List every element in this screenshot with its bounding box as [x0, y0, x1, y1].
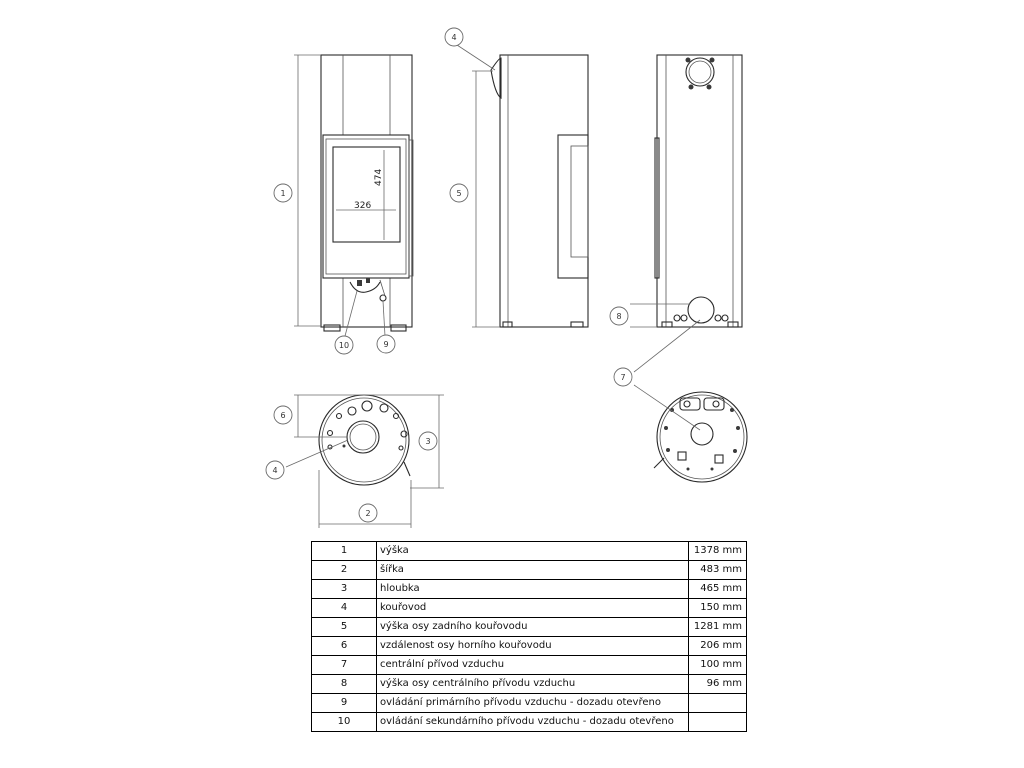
row-number: 7 [312, 656, 377, 675]
table-row [312, 637, 747, 656]
row-value: 150 mm [688, 599, 746, 618]
spec-table [311, 541, 747, 732]
row-label: ovládání sekundárního přívodu vzduchu - dozadu otevřeno [377, 713, 689, 732]
callout-7 [614, 368, 632, 386]
table-row [312, 694, 747, 713]
inner-width-dim: 326 [354, 201, 372, 211]
table-row [312, 561, 747, 580]
front-view [294, 55, 413, 336]
inner-height-dim: 474 [374, 168, 384, 186]
side-view [457, 45, 588, 327]
row-label: ovládání primárního přívodu vzduchu - dozadu otevřeno [377, 694, 689, 713]
row-label: výška [377, 542, 689, 561]
row-number: 4 [312, 599, 377, 618]
svg-text:3: 3 [425, 437, 431, 446]
row-number: 2 [312, 561, 377, 580]
row-value: 483 mm [688, 561, 746, 580]
svg-text:10: 10 [338, 341, 350, 350]
callout-8 [610, 307, 628, 325]
callout-4-top [266, 461, 284, 479]
svg-text:7: 7 [620, 373, 626, 382]
callout-4-side [445, 28, 463, 46]
svg-text:4: 4 [272, 466, 278, 475]
callout-9 [377, 335, 395, 353]
table-row [312, 580, 747, 599]
row-number: 3 [312, 580, 377, 599]
row-value: 96 mm [688, 675, 746, 694]
svg-text:4: 4 [451, 33, 457, 42]
row-value: 206 mm [688, 637, 746, 656]
table-row [312, 542, 747, 561]
table-row [312, 713, 747, 732]
svg-text:8: 8 [616, 312, 622, 321]
row-value: 1281 mm [688, 618, 746, 637]
table-row [312, 675, 747, 694]
callout-6 [274, 406, 292, 424]
row-value: 465 mm [688, 580, 746, 599]
svg-text:1: 1 [280, 189, 286, 198]
svg-text:2: 2 [365, 509, 371, 518]
row-number: 6 [312, 637, 377, 656]
row-label: vzdálenost osy horního kouřovodu [377, 637, 689, 656]
table-row [312, 599, 747, 618]
table-row [312, 656, 747, 675]
row-label: šířka [377, 561, 689, 580]
back-view [630, 55, 742, 372]
callout-3 [419, 432, 437, 450]
svg-text:6: 6 [280, 411, 286, 420]
row-label: výška osy zadního kouřovodu [377, 618, 689, 637]
row-number: 8 [312, 675, 377, 694]
bottom-view [634, 385, 747, 482]
callout-5 [450, 184, 468, 202]
row-label: hloubka [377, 580, 689, 599]
row-value: 1378 mm [688, 542, 746, 561]
callout-1 [274, 184, 292, 202]
table-row [312, 618, 747, 637]
row-label: centrální přívod vzduchu [377, 656, 689, 675]
row-value: 100 mm [688, 656, 746, 675]
callout-10 [335, 336, 353, 354]
row-number: 10 [312, 713, 377, 732]
row-label: výška osy centrálního přívodu vzduchu [377, 675, 689, 694]
row-number: 1 [312, 542, 377, 561]
row-number: 9 [312, 694, 377, 713]
row-number: 5 [312, 618, 377, 637]
row-value [688, 713, 746, 732]
row-value [688, 694, 746, 713]
svg-text:5: 5 [456, 189, 462, 198]
svg-text:9: 9 [383, 340, 389, 349]
callout-2 [359, 504, 377, 522]
row-label: kouřovod [377, 599, 689, 618]
